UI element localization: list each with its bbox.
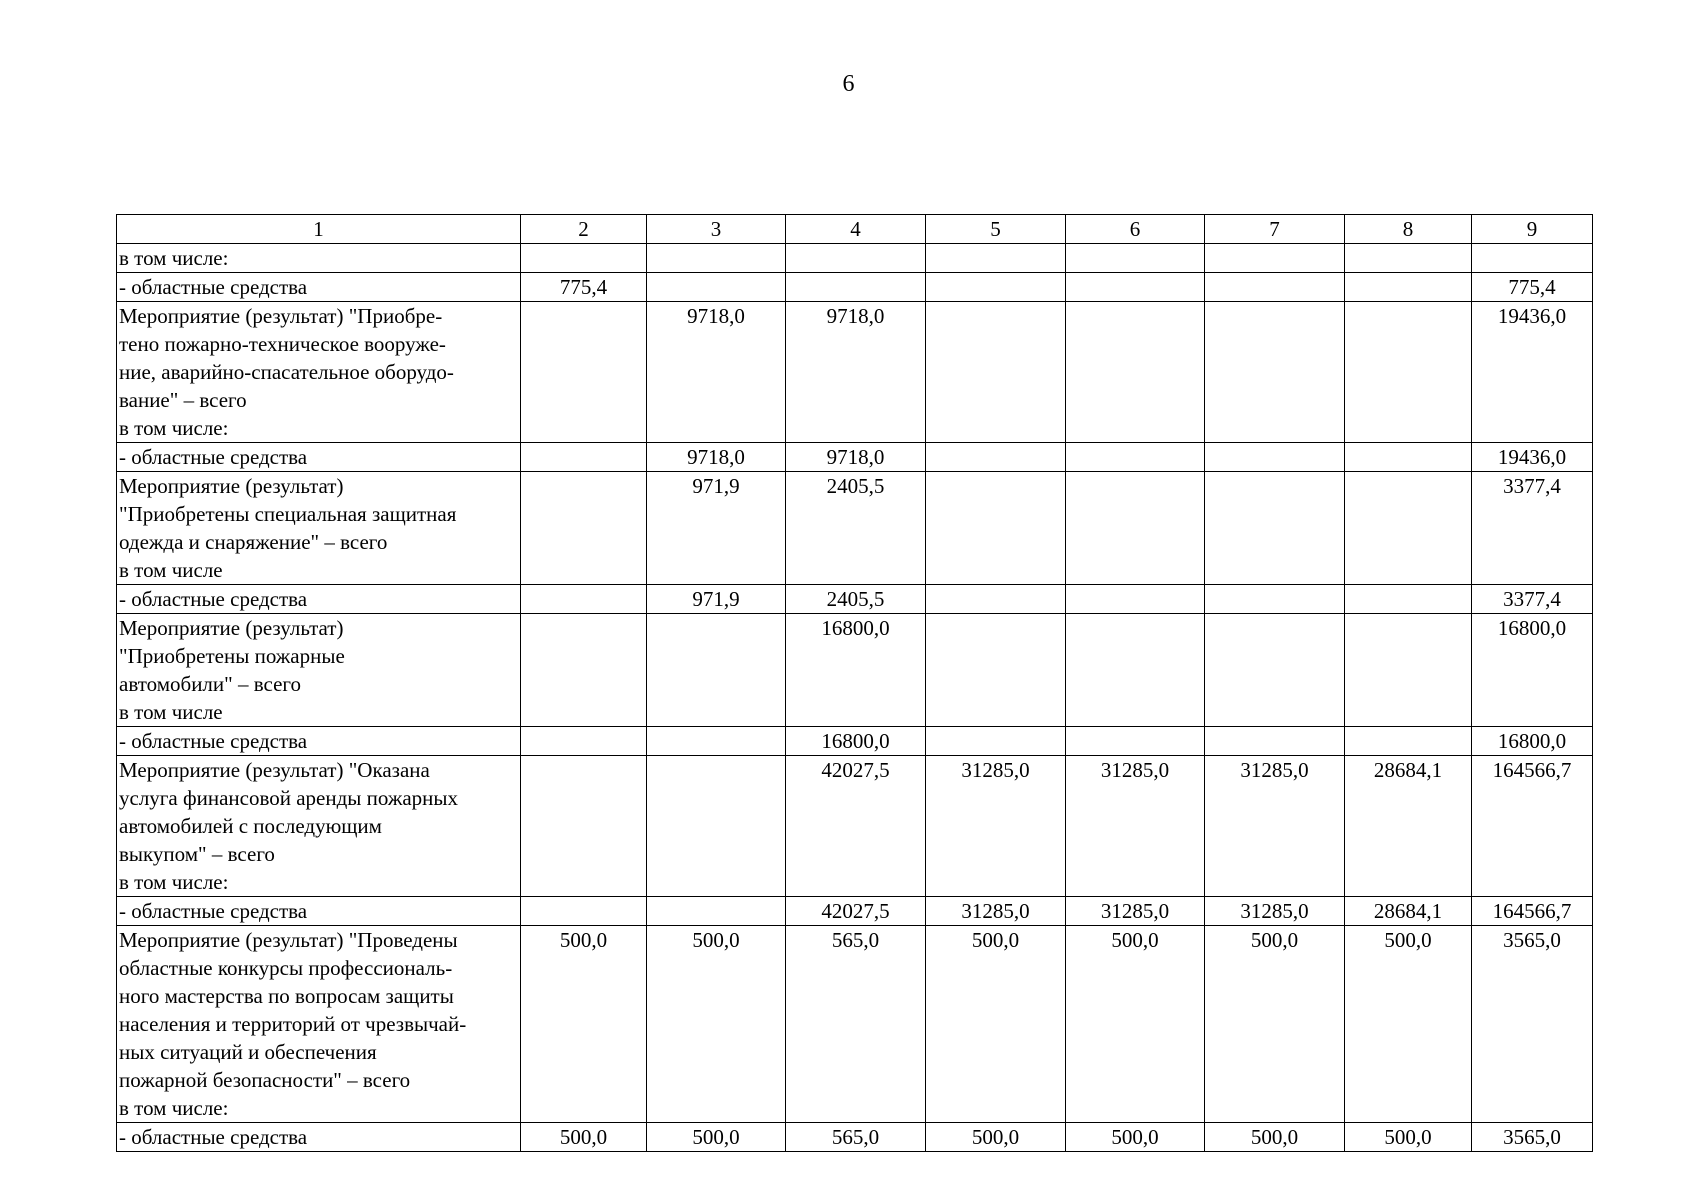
row-label-cell	[117, 472, 521, 585]
value-cell	[1345, 614, 1472, 727]
row-label: - областные средства	[119, 899, 308, 923]
value-cell	[521, 585, 647, 614]
row-label-cell	[117, 756, 521, 897]
value-cell	[647, 756, 786, 897]
value-cell	[1066, 443, 1205, 472]
value-cell	[521, 897, 647, 926]
value-cell	[1066, 585, 1205, 614]
value-cell: 9718,0	[786, 302, 926, 443]
value-cell	[1345, 244, 1472, 273]
value-cell: 42027,5	[786, 756, 926, 897]
row-label-cell	[117, 244, 521, 273]
value-cell	[521, 727, 647, 756]
value-cell: 500,0	[1205, 926, 1345, 1123]
value-cell: 500,0	[647, 926, 786, 1123]
row-label: Мероприятие (результат) "Оказана услуга финансовой аренды пожарных автомобилей с последующим выкупом" – всего в том числе:	[119, 758, 459, 894]
value-cell	[1345, 585, 1472, 614]
value-cell	[1345, 273, 1472, 302]
value-cell	[647, 273, 786, 302]
column-header: 7	[1205, 215, 1345, 244]
row-label-cell	[117, 585, 521, 614]
value-cell: 565,0	[786, 926, 926, 1123]
value-cell	[1345, 443, 1472, 472]
row-label: Мероприятие (результат) "Проведены областные конкурсы профессиональ- ного мастерства по вопросам защиты населения и территорий от чрезвычай- ных ситуаций и обеспечения пожарной безопасности" – всего в том числе:	[119, 928, 467, 1120]
value-cell: 42027,5	[786, 897, 926, 926]
value-cell	[1066, 614, 1205, 727]
value-cell: 9718,0	[647, 302, 786, 443]
value-cell: 164566,7	[1472, 756, 1593, 897]
value-cell	[521, 244, 647, 273]
column-header: 6	[1066, 215, 1205, 244]
value-cell	[1205, 472, 1345, 585]
value-cell: 164566,7	[1472, 897, 1593, 926]
value-cell: 16800,0	[786, 727, 926, 756]
value-cell	[926, 585, 1066, 614]
value-cell: 775,4	[1472, 273, 1593, 302]
value-cell: 31285,0	[1066, 756, 1205, 897]
row-label: - областные средства	[119, 275, 308, 299]
value-cell: 31285,0	[1205, 756, 1345, 897]
value-cell	[1205, 244, 1345, 273]
value-cell	[521, 443, 647, 472]
value-cell	[926, 614, 1066, 727]
value-cell: 500,0	[926, 1123, 1066, 1152]
table-row	[117, 727, 1593, 756]
value-cell	[521, 614, 647, 727]
value-cell: 31285,0	[1205, 897, 1345, 926]
row-label-cell	[117, 727, 521, 756]
value-cell	[1205, 443, 1345, 472]
value-cell: 28684,1	[1345, 897, 1472, 926]
value-cell	[1066, 273, 1205, 302]
value-cell	[1066, 302, 1205, 443]
value-cell	[926, 443, 1066, 472]
column-header: 2	[521, 215, 647, 244]
value-cell: 500,0	[1345, 926, 1472, 1123]
value-cell: 500,0	[926, 926, 1066, 1123]
row-label-cell	[117, 273, 521, 302]
row-label: - областные средства	[119, 587, 308, 611]
value-cell: 500,0	[1066, 1123, 1205, 1152]
value-cell	[647, 244, 786, 273]
row-label: - областные средства	[119, 445, 308, 469]
value-cell	[1472, 244, 1593, 273]
value-cell: 9718,0	[786, 443, 926, 472]
value-cell: 971,9	[647, 585, 786, 614]
page-number: 6	[842, 71, 855, 97]
value-cell	[926, 472, 1066, 585]
row-label-cell	[117, 926, 521, 1123]
value-cell	[1066, 727, 1205, 756]
column-header: 9	[1472, 215, 1593, 244]
row-label: - областные средства	[119, 729, 308, 753]
value-cell: 500,0	[647, 1123, 786, 1152]
value-cell	[786, 244, 926, 273]
value-cell	[926, 302, 1066, 443]
table-row	[117, 926, 1593, 1123]
value-cell: 500,0	[1345, 1123, 1472, 1152]
value-cell	[1205, 302, 1345, 443]
value-cell	[647, 897, 786, 926]
row-label: Мероприятие (результат) "Приобре- тено пожарно-техническое вооруже- ние, аварийно-спасательное оборудо- вание" – всего в том числе:	[119, 304, 454, 440]
row-label-cell	[117, 614, 521, 727]
value-cell: 2405,5	[786, 472, 926, 585]
value-cell: 19436,0	[1472, 302, 1593, 443]
row-label-cell	[117, 1123, 521, 1152]
value-cell	[647, 614, 786, 727]
table-row	[117, 1123, 1593, 1152]
table-row	[117, 897, 1593, 926]
row-label-cell	[117, 302, 521, 443]
value-cell	[926, 244, 1066, 273]
table-row	[117, 585, 1593, 614]
value-cell: 775,4	[521, 273, 647, 302]
table-row	[117, 244, 1593, 273]
value-cell: 565,0	[786, 1123, 926, 1152]
value-cell	[926, 273, 1066, 302]
value-cell: 31285,0	[926, 897, 1066, 926]
value-cell	[926, 727, 1066, 756]
value-cell	[521, 472, 647, 585]
value-cell: 3565,0	[1472, 1123, 1593, 1152]
table-row	[117, 756, 1593, 897]
value-cell: 500,0	[1205, 1123, 1345, 1152]
column-number-row	[117, 215, 1593, 244]
column-header: 1	[117, 215, 521, 244]
budget-table	[116, 214, 1593, 1152]
column-header: 4	[786, 215, 926, 244]
value-cell	[1345, 472, 1472, 585]
value-cell	[1066, 244, 1205, 273]
value-cell: 16800,0	[1472, 727, 1593, 756]
value-cell: 3377,4	[1472, 585, 1593, 614]
value-cell: 500,0	[1066, 926, 1205, 1123]
table-row	[117, 443, 1593, 472]
value-cell: 2405,5	[786, 585, 926, 614]
value-cell: 16800,0	[786, 614, 926, 727]
value-cell: 31285,0	[1066, 897, 1205, 926]
row-label-cell	[117, 443, 521, 472]
value-cell: 971,9	[647, 472, 786, 585]
value-cell	[786, 273, 926, 302]
value-cell: 28684,1	[1345, 756, 1472, 897]
value-cell	[1205, 585, 1345, 614]
column-header: 8	[1345, 215, 1472, 244]
table-row	[117, 302, 1593, 443]
table-row	[117, 273, 1593, 302]
table-row	[117, 472, 1593, 585]
value-cell	[1345, 302, 1472, 443]
value-cell: 3377,4	[1472, 472, 1593, 585]
value-cell: 500,0	[521, 1123, 647, 1152]
column-header: 3	[647, 215, 786, 244]
row-label-cell	[117, 897, 521, 926]
row-label: Мероприятие (результат) "Приобретены специальная защитная одежда и снаряжение" – всего в том числе	[119, 474, 457, 582]
value-cell: 16800,0	[1472, 614, 1593, 727]
column-header: 5	[926, 215, 1066, 244]
value-cell	[647, 727, 786, 756]
value-cell: 9718,0	[647, 443, 786, 472]
value-cell	[521, 302, 647, 443]
table-row	[117, 614, 1593, 727]
value-cell	[521, 756, 647, 897]
value-cell	[1205, 727, 1345, 756]
value-cell: 31285,0	[926, 756, 1066, 897]
value-cell: 19436,0	[1472, 443, 1593, 472]
value-cell	[1205, 273, 1345, 302]
value-cell	[1205, 614, 1345, 727]
row-label: в том числе:	[119, 246, 229, 270]
table-body	[117, 244, 1593, 1152]
value-cell	[1066, 472, 1205, 585]
row-label: Мероприятие (результат) "Приобретены пожарные автомобили" – всего в том числе	[119, 616, 345, 724]
value-cell	[1345, 727, 1472, 756]
value-cell: 500,0	[521, 926, 647, 1123]
value-cell: 3565,0	[1472, 926, 1593, 1123]
row-label: - областные средства	[119, 1125, 308, 1149]
